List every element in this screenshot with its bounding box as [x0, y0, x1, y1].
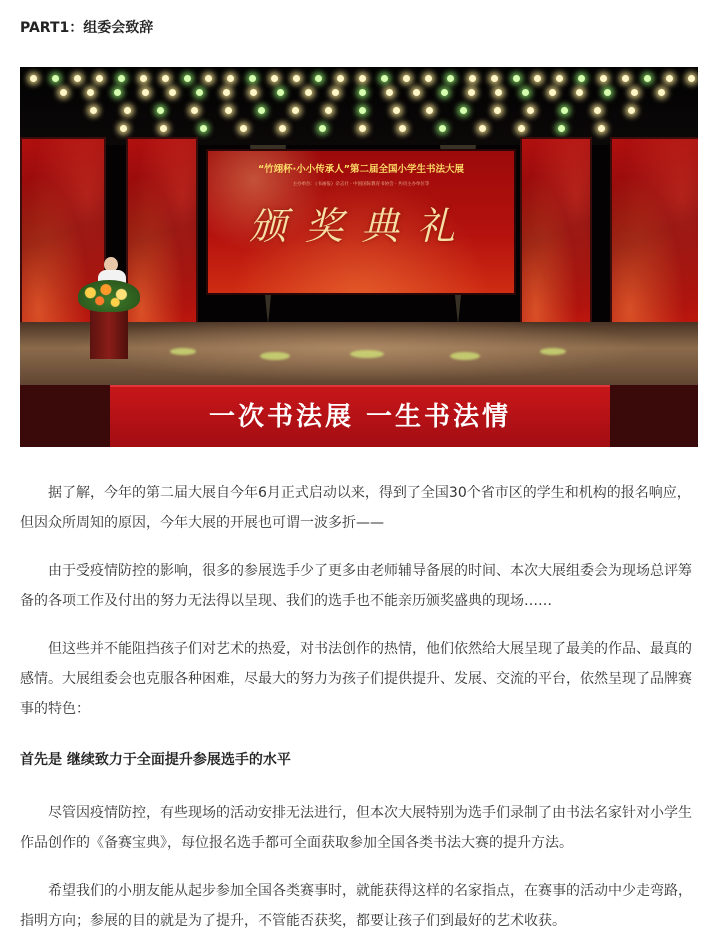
spotlight [140, 75, 147, 82]
banner-text: 一次书法展 一生书法情 [208, 402, 512, 432]
spotlight [196, 89, 203, 96]
spotlight [479, 125, 486, 132]
spotlight [359, 89, 366, 96]
section-heading: 首先是 继续致力于全面提升参展选手的水平 [20, 752, 291, 768]
center-led-screen [206, 149, 516, 295]
right-inner-screen [520, 137, 592, 331]
floor-light [350, 350, 384, 358]
spotlight [96, 75, 103, 82]
spotlight [393, 107, 400, 114]
spotlight [447, 75, 454, 82]
floor-light [450, 352, 480, 360]
paragraph-3: 但这些并不能阻挡孩子们对艺术的热爱，对书法创作的热情，他们依然给大展呈现了最美的作品、最真的感情。大展组委会也克服各种困难，尽最大的努力为孩子们提供提升、发展、交流的平台，依然呈现了品牌赛事的特色： [20, 641, 692, 717]
spotlight [74, 75, 81, 82]
spotlight [359, 107, 366, 114]
spotlight [469, 75, 476, 82]
spotlight [52, 75, 59, 82]
paragraph-5: 希望我们的小朋友能从起步参加全国各类赛事时，就能获得这样的名家指点，在赛事的活动中少走弯路，指明方向；参展的目的就是为了提升，不管能否获奖，都要让孩子们到最好的艺术收获。 [20, 883, 692, 929]
paragraph-1: 据了解，今年的第二届大展自今年6月正式启动以来，得到了全国30个省市区的学生和机构的报名响应，但因众所周知的原因，今年大展的开展也可谓一波多折—— [20, 485, 691, 531]
spotlight [439, 125, 446, 132]
spotlight [60, 89, 67, 96]
spotlight [598, 125, 605, 132]
spotlight [191, 107, 198, 114]
spotlight [118, 75, 125, 82]
spotlight [658, 89, 665, 96]
spotlight [337, 75, 344, 82]
spotlight [494, 107, 501, 114]
spotlight [441, 89, 448, 96]
spotlight [403, 75, 410, 82]
paragraph-2: 由于受疫情防控的影响，很多的参展选手少了更多由老师辅导备展的时间、本次大展组委会为现场总评筹备的各项工作及付出的努力无法得以呈现、我们的选手也不能亲历颁奖盛典的现场…… [20, 563, 692, 609]
floor-light [260, 352, 290, 360]
spotlight [460, 107, 467, 114]
spotlight [425, 75, 432, 82]
screen-subtitle: 主办单位：《书画报》杂志社 · 中国国际教育书协会 · 共同主办单位等 [292, 182, 430, 187]
spotlight [332, 89, 339, 96]
spotlight [30, 75, 37, 82]
spotlight [631, 89, 638, 96]
spotlight [513, 75, 520, 82]
spotlight [688, 75, 695, 82]
spotlight [124, 107, 131, 114]
spotlight [225, 107, 232, 114]
spotlight [468, 89, 475, 96]
floor-light [540, 348, 566, 355]
spotlight [628, 107, 635, 114]
screen-title: “竹翊杯·小小传承人”第二届全国小学生书法大展 [257, 164, 465, 175]
spotlight [561, 107, 568, 114]
stage-front-banner [110, 385, 610, 447]
ceremony-stage-photo [20, 67, 698, 447]
screen-ceremony-text: 颁奖典礼 [248, 204, 473, 248]
spotlight [162, 75, 169, 82]
spotlight [160, 125, 167, 132]
spotlight [491, 75, 498, 82]
spotlight [359, 125, 366, 132]
spotlight [359, 75, 366, 82]
spotlight [381, 75, 388, 82]
spotlight [399, 125, 406, 132]
spotlight [292, 107, 299, 114]
right-side-screen [610, 137, 698, 331]
spotlight [90, 107, 97, 114]
spotlight [120, 125, 127, 132]
stage-front-left [20, 385, 110, 447]
spotlight [495, 89, 502, 96]
spotlight [142, 89, 149, 96]
paragraph-4: 尽管因疫情防控，有些现场的活动安排无法进行，但本次大展特别为选手们录制了由书法名家针对小学生作品创作的《备赛宝典》，每位报名选手都可全面获取参加全国各类书法大赛的提升方法。 [20, 805, 692, 851]
spotlight [200, 125, 207, 132]
spotlight [305, 89, 312, 96]
floor-light [170, 348, 196, 355]
lectern [90, 307, 128, 359]
stage-front-right [610, 385, 698, 447]
flower-arrangement [78, 280, 140, 312]
spotlight [666, 75, 673, 82]
spotlight [184, 75, 191, 82]
spotlight [240, 125, 247, 132]
spotlight [604, 89, 611, 96]
spotlight [169, 89, 176, 96]
part1-heading: PART1：组委会致辞 [20, 20, 154, 36]
